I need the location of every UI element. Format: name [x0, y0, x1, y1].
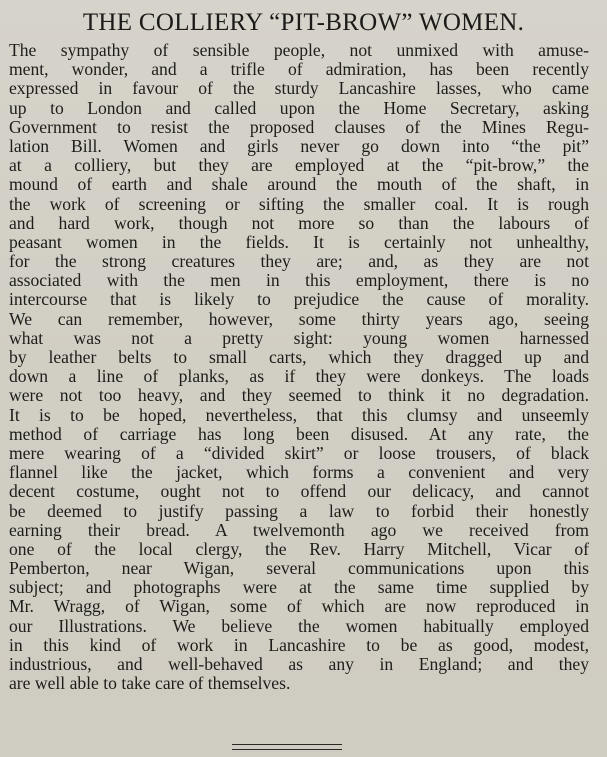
article-line: industrious, and well-behaved as any in England; and they: [9, 654, 589, 674]
article-line: and hard work, though not more so than the labours of: [9, 212, 589, 233]
article-line: ment, wonder, and a trifle of admiration, has been recently: [9, 59, 589, 80]
article-title: THE COLLIERY “PIT-BROW” WOMEN.: [82, 9, 525, 36]
article-line: are well able to take care of themselves.: [9, 673, 291, 694]
article-line: peasant women in the fields. It is certainly not unhealthy,: [9, 231, 589, 252]
article-line: We can remember, however, some thirty years ago, seeing: [9, 308, 589, 329]
closing-rule-bottom: [232, 749, 342, 750]
article-line: be deemed to justify passing a law to forbid their honestly: [9, 500, 589, 521]
article-line: flannel like the jacket, which forms a convenient and very: [9, 462, 589, 483]
article-line: mound of earth and shale around the mouth of the shaft, in: [9, 174, 589, 195]
article-line: the work of screening or sifting the smaller coal. It is rough: [9, 193, 589, 214]
article-line: subject; and photographs were at the same time supplied by: [9, 577, 589, 598]
article-line: at a colliery, but they are employed at the “pit-brow,” the: [9, 155, 589, 176]
article-line: mere wearing of a “divided skirt” or loose trousers, of black: [9, 442, 589, 463]
article-line: one of the local clergy, the Rev. Harry Mitchell, Vicar of: [9, 538, 589, 559]
article-line: Mr. Wragg, of Wigan, some of which are now reproduced in: [9, 596, 589, 617]
article-line: were not too heavy, and they seemed to think it no degradation.: [9, 385, 589, 406]
article-line: method of carriage has long been disused. At any rate, the: [9, 423, 589, 444]
article-line: expressed in favour of the sturdy Lancashire lasses, who came: [9, 78, 589, 99]
article-line: by leather belts to small carts, which they dragged up and: [9, 347, 589, 367]
article-body: [9, 41, 589, 693]
article-line: associated with the men in this employment, there is no: [9, 270, 589, 291]
article-line: down a line of planks, as if they were donkeys. The loads: [9, 366, 589, 387]
article-line: up to London and called upon the Home Secretary, asking: [9, 97, 589, 118]
article-line: Pemberton, near Wigan, several communications upon this: [9, 558, 589, 579]
article-line: It is to be hoped, nevertheless, that this clumsy and unseemly: [9, 404, 589, 425]
article-line: our Illustrations. We believe the women habitually employed: [9, 615, 589, 636]
article-line: what was not a pretty sight: young women harnessed: [9, 327, 589, 348]
article-line: intercourse that is likely to prejudice the cause of morality.: [9, 289, 589, 310]
article-line: decent costume, ought not to offend our delicacy, and cannot: [9, 481, 589, 502]
article-line: lation Bill. Women and girls never go down into “the pit”: [9, 135, 589, 156]
article-line: The sympathy of sensible people, not unmixed with amuse-: [9, 40, 589, 60]
article-line: Government to resist the proposed clauses of the Mines Regu-: [9, 116, 589, 137]
closing-rule-top: [232, 744, 342, 745]
article-line: for the strong creatures they are; and, as they are not: [9, 251, 589, 272]
article-line: in this kind of work in Lancashire to be as good, modest,: [9, 634, 589, 655]
article-line: earning their bread. A twelvemonth ago we received from: [9, 519, 589, 540]
